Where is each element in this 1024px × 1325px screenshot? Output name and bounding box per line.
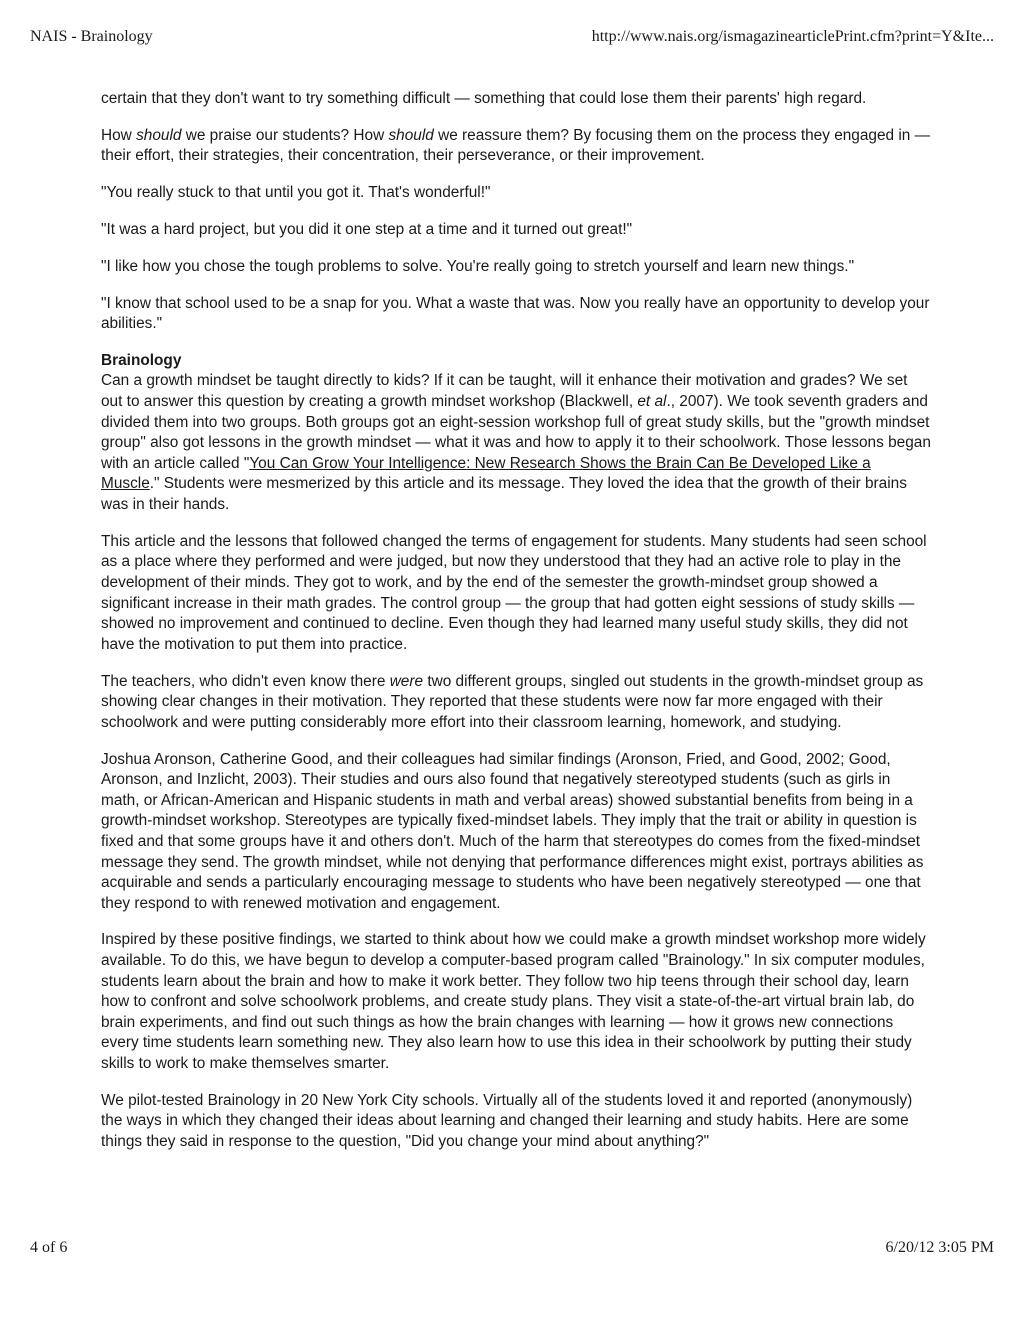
quote-2: "It was a hard project, but you did it one step at a time and it turned out great!" [101, 220, 633, 238]
print-datetime: 6/20/12 3:05 PM [885, 1239, 994, 1256]
paragraph-workshop: Can a growth mindset be taught directly to kids? If it can be taught, will it enhance their motivation and grades? We set out to answer this question by creating a growth mindset workshop (Blackwell, et al., 2007). We took seventh graders and divided them into two groups. Both groups got an eight-session workshop full of great study skills, but the "growth mindset group" also got lessons in the growth mindset — what it was and how to apply it to their schoolwork. Those lessons began with an article called "You Can Grow Your Intelligence: New Research Shows the Brain Can Be Developed Like a Muscle." Students were mesmerized by this article and its message. They loved the idea that the growth of their brains was in their hands. [101, 372, 931, 514]
quote-3: "I like how you chose the tough problems to solve. You're really going to stretch yourself and learn new things." [101, 257, 855, 275]
paragraph-stereotypes: Joshua Aronson, Catherine Good, and their colleagues had similar findings (Aronson, Fried, and Good, 2002; Good, Aronson, and Inzlicht, 2003). Their studies and ours also found that negatively stereotyped students (such as girls in math, or African-American and Hispanic students in math and verbal areas) showed substantial benefits from being in a growth-mindset workshop. Stereotypes are typically fixed-mindset labels. They imply that the trait or ability in question is fixed and that some groups have it and others don't. Much of the harm that stereotypes do comes from the fixed-mindset message they send. The growth mindset, while not denying that performance differences might exist, portrays abilities as acquirable and sends a particularly encouraging message to students who have been negatively stereotyped — one that they respond to with renewed motivation and engagement. [101, 750, 924, 912]
print-footer [30, 1239, 994, 1257]
paragraph-engagement: This article and the lessons that followed changed the terms of engagement for students. Many students had seen school as a place where they performed and were judged, but now they understood that they had an active role to play in the development of their minds. They got to work, and by the end of the semester the growth-mindset group showed a significant increase in their math grades. The control group — the group that had gotten eight sessions of study skills — showed no improvement and continued to decline. Even though they had learned many useful study skills, they did not have the motivation to put them into practice. [101, 532, 927, 653]
page-number: 4 of 6 [30, 1239, 68, 1256]
paragraph-praise: How should we praise our students? How should we reassure them? By focusing them on the process they engaged in — their effort, their strategies, their concentration, their perseverance, or their improvement. [101, 126, 931, 165]
quote-4: "I know that school used to be a snap for you. What a waste that was. Now you really have an opportunity to develop your abilities." [101, 294, 930, 333]
paragraph-brainology-program: Inspired by these positive findings, we started to think about how we could make a growth mindset workshop more widely available. To do this, we have begun to develop a computer-based program called "Brainology." In six computer modules, students learn about the brain and how to make it work better. They follow two hip teens through their school day, learn how to confront and solve schoolwork problems, and create study plans. They visit a state-of-the-art virtual brain lab, do brain experiments, and find out such things as how the brain changes with learning — how it grows new connections every time students learn something new. They also learn how to use this idea in their schoolwork by putting their study skills to work to make themselves smarter. [101, 931, 926, 1073]
quote-1: "You really stuck to that until you got it. That's wonderful!" [101, 184, 491, 202]
paragraph-1: certain that they don't want to try something difficult — something that could lose them their parents' high regard. [101, 90, 867, 107]
article-link[interactable]: You Can Grow Your Intelligence: New Research Shows the Brain Can Be Developed Like a Muscle [101, 454, 871, 493]
page-url: http://www.nais.org/ismagazinearticlePrint.cfm?print=Y&Ite... [591, 28, 994, 45]
page-title: NAIS - Brainology [30, 28, 153, 45]
article-body [101, 89, 931, 1169]
paragraph-pilot: We pilot-tested Brainology in 20 New York City schools. Virtually all of the students loved it and reported (anonymously) the ways in which they changed their ideas about learning and changed their learning and study habits. Here are some things they said in response to the question, "Did you change your mind about anything?" [101, 1091, 913, 1150]
paragraph-teachers: The teachers, who didn't even know there were two different groups, singled out students in the growth-mindset group as showing clear changes in their motivation. They reported that these students were now far more engaged with their schoolwork and were putting considerably more effort into their classroom learning, homework, and studying. [101, 672, 924, 731]
print-header [30, 28, 994, 46]
section-heading-brainology: Brainology [101, 351, 182, 369]
